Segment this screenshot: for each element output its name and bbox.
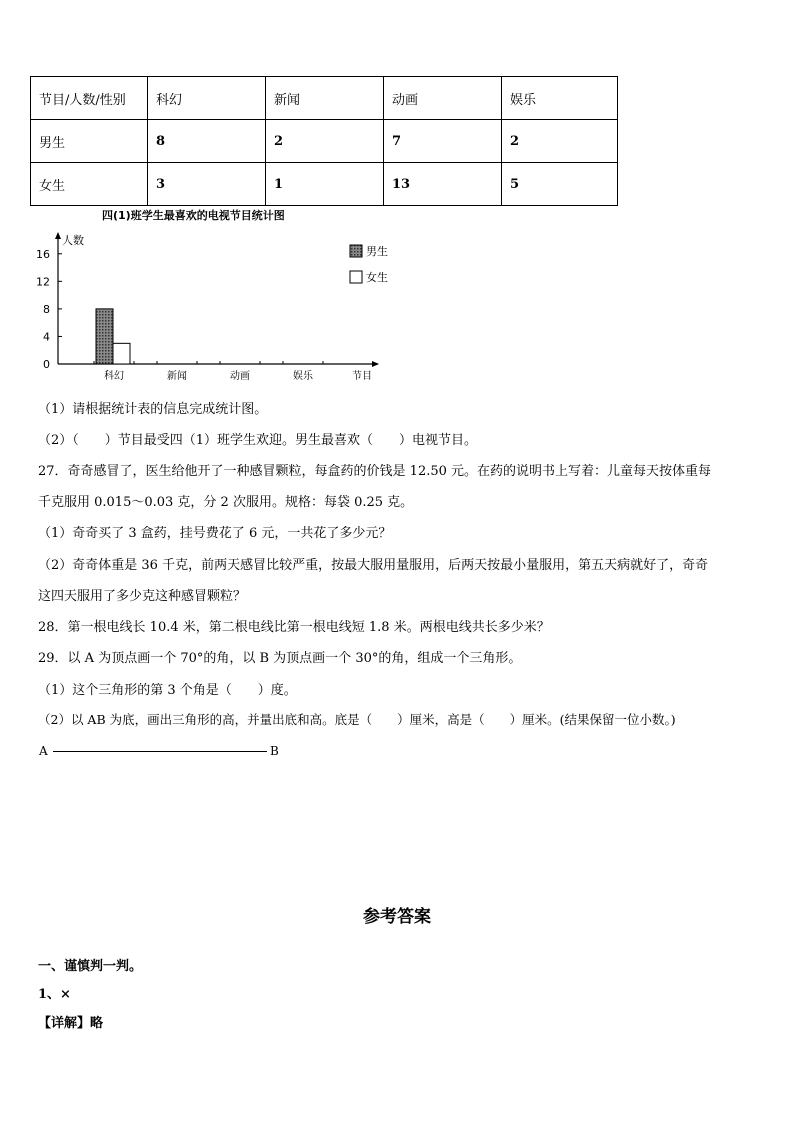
question-27-continued: 千克服用 0.015～0.03 克，分 2 次服用。规格：每袋 0.25 克。 xyxy=(38,495,414,510)
legend-label-girls: 女生 xyxy=(366,271,388,284)
answer-item-1: 1、× xyxy=(38,987,71,1002)
x-tick-label: 娱乐 xyxy=(293,371,313,382)
table-cell: 2 xyxy=(266,120,384,163)
legend-swatch-girls xyxy=(350,271,362,283)
table-header-cell: 节目/人数/性别 xyxy=(31,77,148,120)
question-29-part-2: （2）以 AB 为底，画出三角形的高，并量出底和高。底是（ ）厘米，高是（ ）厘米。(结果保留一位小数。) xyxy=(38,712,676,727)
chart-title: 四(1)班学生最喜欢的电视节目统计图 xyxy=(102,209,285,222)
question-29-part-1: （1）这个三角形的第 3 个角是（ ）度。 xyxy=(38,683,297,698)
point-a-label: A xyxy=(39,744,48,758)
question-28: 28．第一根电线长 10.4 米，第二根电线比第一根电线短 1.8 米。两根电线共长多少米？ xyxy=(38,620,550,635)
table-row xyxy=(31,120,618,163)
point-b-label: B xyxy=(270,744,279,758)
question-27-part-1: （1）奇奇买了 3 盒药，挂号费花了 6 元，一共花了多少元？ xyxy=(38,526,392,541)
table-cell: 女生 xyxy=(31,163,148,206)
answers-section-1: 一、谨慎判一判。 xyxy=(38,959,143,974)
x-tick-label: 新闻 xyxy=(167,371,187,382)
x-axis-arrow xyxy=(372,361,379,367)
table-cell: 8 xyxy=(148,120,266,163)
y-tick-label: 0 xyxy=(43,358,50,371)
y-axis-arrow xyxy=(55,232,61,239)
question-26-part-1: （1）请根据统计表的信息完成统计图。 xyxy=(38,402,268,417)
y-tick-label: 4 xyxy=(43,330,50,344)
x-tick-label: 科幻 xyxy=(104,371,124,382)
table-header-cell: 动画 xyxy=(384,77,502,120)
table-cell: 13 xyxy=(384,163,502,206)
x-tick-label: 动画 xyxy=(230,371,250,382)
segment-ab xyxy=(53,751,267,752)
table-header-cell: 科幻 xyxy=(148,77,266,120)
legend-swatch-boys xyxy=(350,245,362,257)
question-26-part-2: （2）（ ）节目最受四（1）班学生欢迎。男生最喜欢（ ）电视节目。 xyxy=(38,433,478,448)
table-header-cell: 新闻 xyxy=(266,77,384,120)
question-29: 29．以 A 为顶点画一个 70°的角，以 B 为顶点画一个 30°的角，组成一个三角形。 xyxy=(38,651,522,666)
table-cell: 7 xyxy=(384,120,502,163)
tv-program-bar-chart xyxy=(30,206,410,386)
table-row xyxy=(31,163,618,206)
table-header-row xyxy=(31,77,618,120)
table-cell: 3 xyxy=(148,163,266,206)
y-tick-label: 12 xyxy=(36,275,50,289)
bar-girls xyxy=(113,343,130,364)
table-header-cell: 娱乐 xyxy=(502,77,618,120)
y-tick-label: 16 xyxy=(36,247,50,261)
question-27-part-2-continued: 这四天服用了多少克这种感冒颗粒？ xyxy=(38,589,247,604)
table-cell: 5 xyxy=(502,163,618,206)
answers-title: 参考答案 xyxy=(363,907,431,927)
chart-y-axis-label: 人数 xyxy=(62,234,84,247)
statistics-table xyxy=(30,76,618,206)
question-27: 27．奇奇感冒了，医生给他开了一种感冒颗粒，每盒药的价钱是 12.50 元。在药的说明书上写着：儿童每天按体重每 xyxy=(38,464,712,479)
table-cell: 男生 xyxy=(31,120,148,163)
table-cell: 1 xyxy=(266,163,384,206)
y-tick-label: 8 xyxy=(43,302,50,316)
answer-detail: 【详解】略 xyxy=(38,1016,104,1031)
bar-boys xyxy=(96,309,113,364)
table-cell: 2 xyxy=(502,120,618,163)
chart-x-axis-label: 节目 xyxy=(352,371,372,382)
legend-label-boys: 男生 xyxy=(366,245,388,258)
question-27-part-2: （2）奇奇体重是 36 千克，前两天感冒比较严重，按最大服用量服用，后两天按最小量服用，第五天病就好了，奇奇 xyxy=(38,558,709,573)
